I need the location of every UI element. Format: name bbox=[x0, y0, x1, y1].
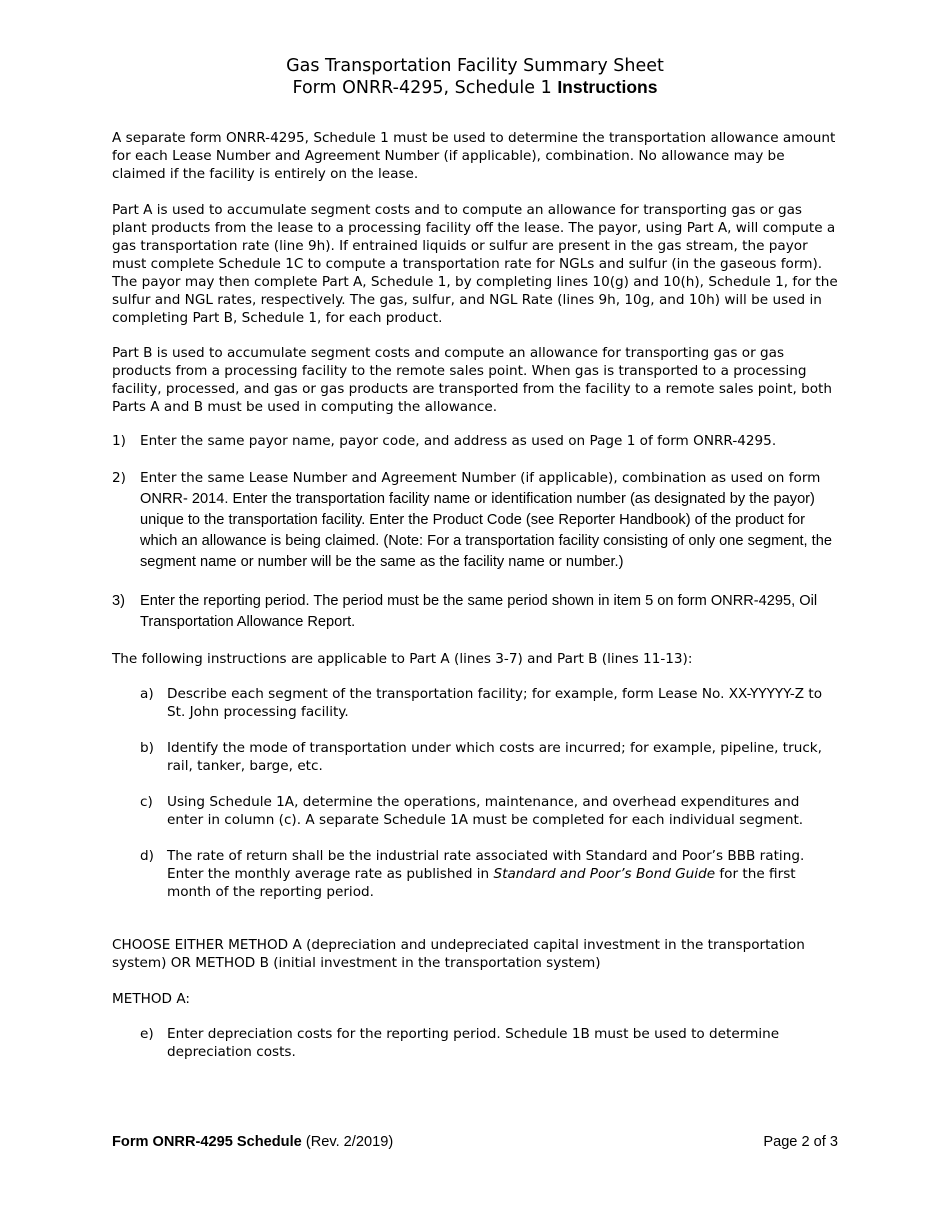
footer-page-number: Page 2 of 3 bbox=[763, 1134, 838, 1150]
item-text-end: for the first month of the reporting period. bbox=[167, 866, 796, 900]
document-title: Gas Transportation Facility Summary Sheet bbox=[286, 56, 664, 76]
item-text: Enter the same payor name, payor code, and address as used on Page 1 of form ONRR-4295. bbox=[140, 433, 777, 449]
document-header bbox=[0, 56, 950, 99]
choose-method-instruction: CHOOSE EITHER METHOD A (depreciation and undepreciated capital investment in the transportation system) OR METHOD B (initial investment in the transportation system) bbox=[112, 937, 805, 971]
instructions-label: Instructions bbox=[557, 77, 658, 97]
item-letter: d) bbox=[140, 848, 154, 864]
item-text: Identify the mode of transportation under which costs are incurred; for example, pipeline, truck, rail, tanker, barge, etc. bbox=[167, 740, 822, 774]
item-letter: c) bbox=[140, 794, 153, 810]
item-text: Describe each segment of the transportation facility; for example, form Lease No. XX-YYYYY-Z to St. John processing facility. bbox=[167, 686, 823, 720]
form-schedule-label: Form ONRR-4295, Schedule 1 bbox=[292, 78, 552, 98]
numbered-item bbox=[112, 432, 842, 450]
document-subtitle bbox=[0, 77, 950, 99]
item-text-lead: Enter the same Lease Number and Agreement Number (if applicable), combination as used on form bbox=[140, 470, 821, 486]
lettered-item bbox=[140, 847, 830, 901]
footer-revision: (Rev. 2/2019) bbox=[305, 1134, 394, 1150]
numbered-item bbox=[112, 468, 842, 573]
footer-form-label bbox=[112, 1133, 393, 1151]
bond-guide-title: Standard and Poor’s Bond Guide bbox=[493, 866, 716, 882]
intro-paragraph-part-a: Part A is used to accumulate segment costs and to compute an allowance for transporting gas or gas plant products from the lease to a processing facility off the lease. The payor, using Part A, will compute a gas transportation rate (line 9h). If entrained liquids or sulfur are present in the gas stream, the payor must complete Schedule 1C to compute a transportation rate for NGLs and sulfur (in the gaseous form). The payor may then complete Part A, Schedule 1, by completing lines 10(g) and 10(h), Schedule 1, for the sulfur and NGL rates, respectively. The gas, sulfur, and NGL Rate (lines 9h, 10g, and 10h) will be used in completing Part B, Schedule 1, for each product. bbox=[112, 202, 838, 326]
item-letter: b) bbox=[140, 740, 154, 756]
numbered-item bbox=[112, 591, 842, 633]
item-text: ONRR- 2014. Enter the transportation facility name or identification number (as designated by the payor) unique to the transportation facility. Enter the Product Code (see Reporter Handbook) of the product for which an allowance is being claimed. (Note: For a transportation facility consisting of only one segment, the segment name or number will be the same as the facility name or number.) bbox=[140, 491, 832, 570]
intro-paragraph-1: A separate form ONRR-4295, Schedule 1 must be used to determine the transportation allowance amount for each Lease Number and Agreement Number (if applicable), combination. No allowance may be claimed if the facility is entirely on the lease. bbox=[112, 130, 836, 182]
item-text: Enter depreciation costs for the reporting period. Schedule 1B must be used to determine depreciation costs. bbox=[167, 1026, 780, 1060]
item-number: 2) bbox=[112, 470, 126, 486]
item-text: Enter the reporting period. The period must be the same period shown in item 5 on form ONRR-4295, Oil Transportation Allowance Report. bbox=[140, 593, 818, 630]
applicability-note: The following instructions are applicable to Part A (lines 3-7) and Part B (lines 11-13): bbox=[112, 651, 693, 667]
lettered-item bbox=[140, 1025, 830, 1061]
item-number: 1) bbox=[112, 433, 126, 449]
item-number: 3) bbox=[112, 593, 125, 609]
item-letter: e) bbox=[140, 1026, 154, 1042]
item-text: Using Schedule 1A, determine the operations, maintenance, and overhead expenditures and enter in column (c). A separate Schedule 1A must be completed for each individual segment. bbox=[167, 794, 804, 828]
lettered-item bbox=[140, 685, 830, 721]
item-letter: a) bbox=[140, 686, 154, 702]
footer-form-name: Form ONRR-4295 Schedule bbox=[112, 1134, 302, 1150]
intro-paragraph-part-b: Part B is used to accumulate segment costs and compute an allowance for transporting gas or gas products from a processing facility to the remote sales point. When gas is transported to a processing facility, processed, and gas or gas products are transported from the facility to a remote sales point, both Parts A and B must be used in computing the allowance. bbox=[112, 345, 832, 415]
item-text: The rate of return shall be the industrial rate associated with Standard and Poor’s BBB rating. Enter the monthly average rate as published in bbox=[167, 848, 805, 882]
method-a-heading: METHOD A: bbox=[112, 991, 190, 1007]
lettered-item bbox=[140, 793, 830, 829]
lettered-item bbox=[140, 739, 830, 775]
